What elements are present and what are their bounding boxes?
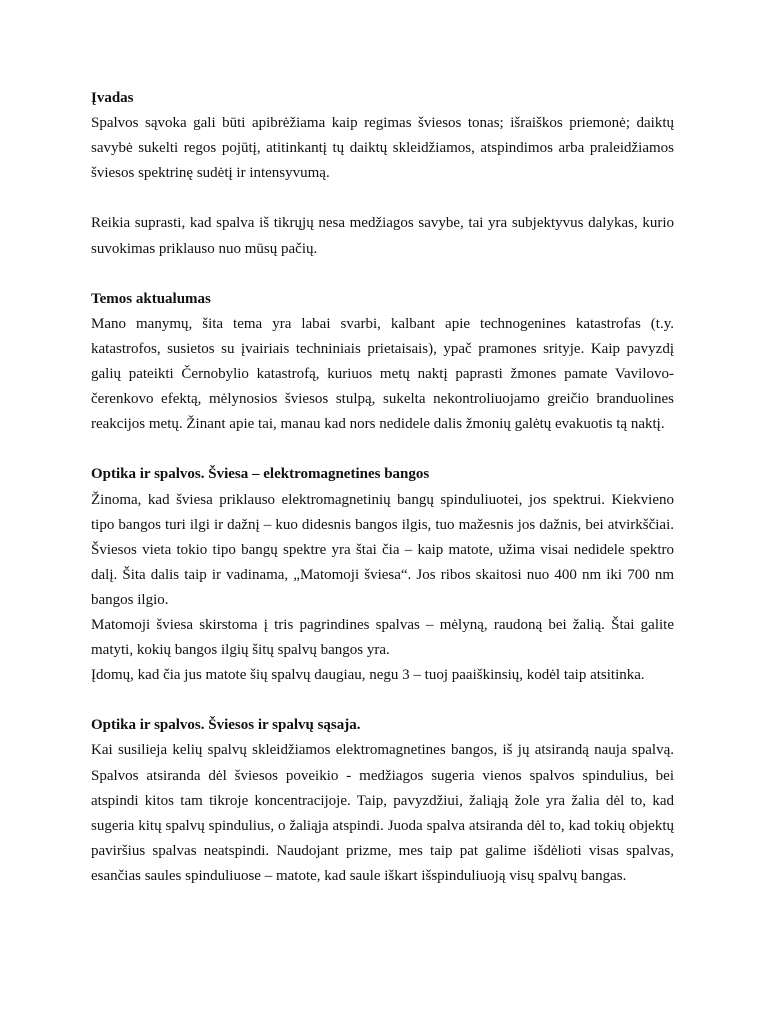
section-light-waves [91, 462, 674, 688]
paragraph: Matomoji šviesa skirstoma į tris pagrindines spalvas – mėlyną, raudoną bei žalią. Štai galite matyti, kokių bangos ilgių šitų spalvų bangos yra. [91, 616, 674, 659]
section-relevance [91, 287, 674, 438]
section-introduction [91, 86, 674, 262]
paragraph: Reikia suprasti, kad spalva iš tikrųjų nesa medžiagos savybe, tai yra subjektyvus dalykas, kurio suvokimas priklauso nuo mūsų pačių. [91, 215, 674, 257]
section-heading: Įvadas [91, 90, 134, 106]
paragraph: Mano manymų, šita tema yra labai svarbi, kalbant apie technogenines katastrofas (t.y. katastrofos, susietos su įvairiais techniniais prietaisais), ypač pramones srityje. Kaip pavyzdį galių pateikti Černobylio katastrofą, kuriuos metų naktį paprasti žmones pamate Vavilovo-čerenkovo efektą, mėlynosios šviesos stulpą, sukelta nekontroliuojamo greičio branduolines reakcijos metų. Žinant apie tai, manau kad nors nedidele dalis žmonių galėtų evakuotis tą naktį. [91, 315, 674, 433]
section-gap [91, 437, 674, 462]
section-heading: Optika ir spalvos. Šviesa – elektromagnetines bangos [91, 466, 430, 483]
section-heading: Optika ir spalvos. Šviesos ir spalvų sąsaja. [91, 717, 361, 734]
paragraph-gap [91, 186, 674, 211]
section-light-color-link [91, 713, 674, 889]
paragraph: Spalvos sąvoka gali būti apibrėžiama kaip regimas šviesos tonas; išraiškos priemonė; daiktų savybė sukelti regos pojūtį, atitinkantį tų daiktų skleidžiamos, atspindimos arba praleidžiamos šviesos spektrinę sudėtį ir intensyvumą. [91, 115, 674, 182]
paragraph: Įdomų, kad čia jus matote šių spalvų daugiau, negu 3 – tuoj paaiškinsių, kodėl taip atsitinka. [91, 667, 645, 684]
section-heading: Temos aktualumas [91, 290, 211, 307]
document-page [91, 86, 674, 889]
section-gap [91, 262, 674, 287]
paragraph: Kai susilieja kelių spalvų skleidžiamos elektromagnetines bangos, iš jų atsirandą nauja spalvą. Spalvos atsiranda dėl šviesos poveikio - medžiagos sugeria vienos spalvos spindulius, bei atspindi kitos tam tikroje koncentracijoje. Taip, pavyzdžiui, žaliąją žole yra žalia dėl to, kad sugeria kitų spalvų spindulius, o žaliąja atspindi. Juoda spalva atsiranda dėl to, kad tokių objektų paviršius spalvas neatspindi. Naudojant prizme, mes taip pat galime išdėlioti visas spalvas, esančias saules spinduliuose – matote, kad saule iškart išspinduliuoją visų spalvų bangas. [91, 742, 674, 884]
section-gap [91, 688, 674, 713]
paragraph: Žinoma, kad šviesa priklauso elektromagnetinių bangų spinduliuotei, jos spektrui. Kiekvieno tipo bangos turi ilgi ir dažnį – kuo didesnis bangos ilgis, tuo mažesnis jos dažnis, bei atvirkščiai. Šviesos vieta tokio tipo bangų spektre yra štai čia – kaip matote, užima visai nedidele spektro dalį. Šita dalis taip ir vadinama, „Matomoji šviesa“. Jos ribos skaitosi nuo 400 nm iki 700 nm bangos ilgio. [91, 491, 674, 608]
